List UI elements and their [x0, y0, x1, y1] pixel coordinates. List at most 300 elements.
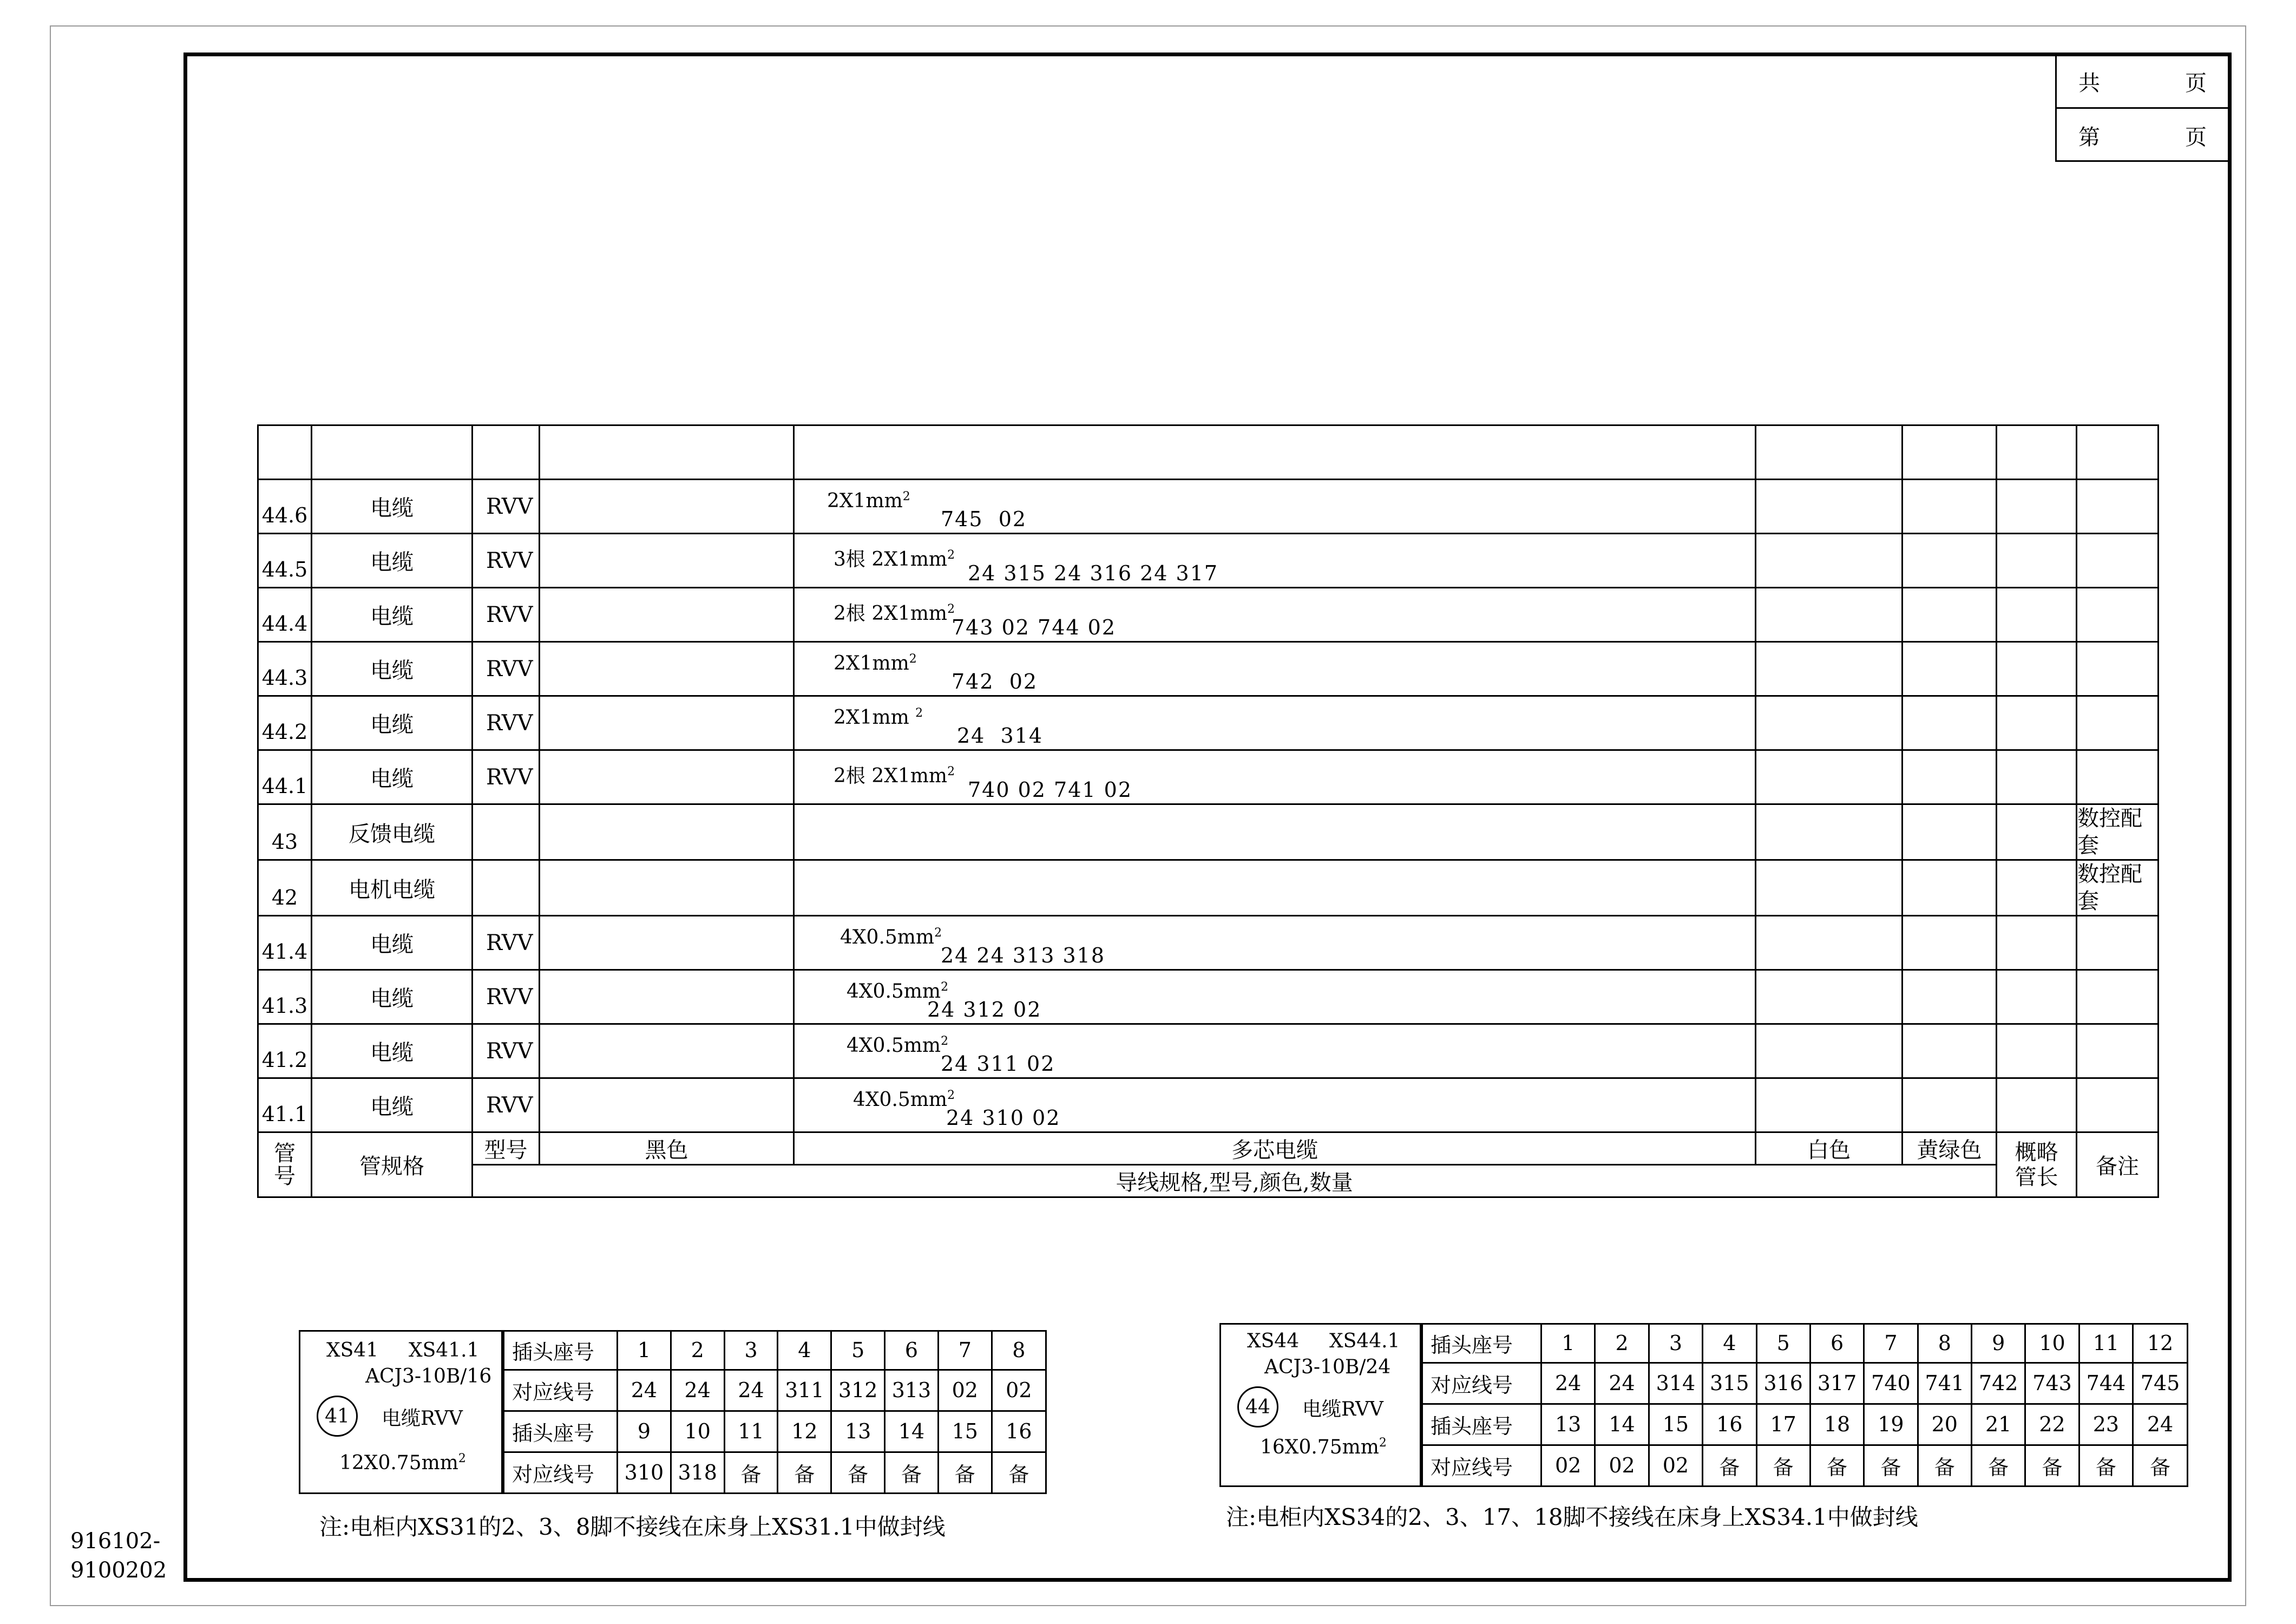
row-number: 44.3	[258, 642, 312, 696]
row-black	[540, 1078, 794, 1132]
row-length	[1997, 804, 2077, 860]
pin-cell: 13	[831, 1411, 885, 1452]
pin-row-label: 插头座号	[504, 1411, 618, 1452]
row-note	[2077, 970, 2159, 1024]
row-type: RVV	[473, 1078, 540, 1132]
row-note	[2077, 588, 2159, 642]
row-length	[1997, 860, 2077, 916]
row-note	[2077, 1078, 2159, 1132]
table-row	[258, 696, 2159, 750]
cable-spec-sup: 2	[1379, 1436, 1387, 1450]
pin-cell: 备	[2025, 1445, 2079, 1485]
wire-spec	[834, 706, 923, 729]
wire-spec-sup: 2	[947, 548, 955, 562]
wire-spec	[847, 1034, 948, 1057]
pin-row	[504, 1370, 1046, 1411]
wire-spec-sup: 2	[947, 765, 955, 778]
wire-spec-text: 4X0.5mm	[840, 926, 935, 948]
wire-numbers: 740 02 741 02	[968, 778, 1133, 802]
row-name: 电缆	[312, 750, 473, 804]
connector-circle-number: 41	[317, 1396, 358, 1437]
pin-row	[504, 1332, 1046, 1370]
connector-xs41-table	[299, 1330, 1047, 1494]
current-page-row	[2057, 109, 2228, 162]
row-white	[1756, 642, 1903, 696]
table-row	[258, 588, 2159, 642]
pin-row-label: 对应线号	[504, 1452, 618, 1492]
row-number: 41.3	[258, 970, 312, 1024]
wire-spec	[840, 926, 942, 948]
wire-numbers: 745 02	[941, 507, 1027, 531]
row-black	[540, 480, 794, 534]
row-length	[1997, 534, 2077, 588]
pin-row	[504, 1452, 1046, 1492]
row-black	[540, 916, 794, 970]
row-name: 电缆	[312, 696, 473, 750]
blank-row	[258, 425, 2159, 480]
pin-cell: 7	[1864, 1325, 1918, 1363]
table-row	[258, 860, 2159, 916]
row-black	[540, 642, 794, 696]
header-spec: 管规格	[312, 1132, 473, 1197]
row-type: RVV	[473, 696, 540, 750]
pin-cell: 4	[1703, 1325, 1756, 1363]
pin-row-label: 对应线号	[1422, 1445, 1541, 1485]
pin-cell: 备	[1810, 1445, 1864, 1485]
row-note	[2077, 916, 2159, 970]
row-number: 42	[258, 860, 312, 916]
pin-cell: 15	[938, 1411, 992, 1452]
row-note	[2077, 534, 2159, 588]
row-white	[1756, 860, 1903, 916]
pin-cell: 备	[992, 1452, 1045, 1492]
header-yellowgreen: 黄绿色	[1903, 1132, 1997, 1165]
header-multicore: 多芯电缆	[794, 1132, 1756, 1165]
row-note	[2077, 750, 2159, 804]
pin-cell: 12	[2133, 1325, 2187, 1363]
row-note: 数控配套	[2077, 804, 2159, 860]
row-black	[540, 1024, 794, 1078]
row-white	[1756, 480, 1903, 534]
wire-spec	[834, 598, 955, 626]
row-type: RVV	[473, 480, 540, 534]
pin-cell: 313	[885, 1370, 939, 1411]
connector-circle-number: 44	[1237, 1386, 1278, 1427]
row-type: RVV	[473, 916, 540, 970]
wire-spec-sup: 2	[941, 980, 949, 994]
pin-cell: 19	[1864, 1404, 1918, 1445]
row-black	[540, 534, 794, 588]
row-name: 电缆	[312, 1078, 473, 1132]
pin-cell: 13	[1541, 1404, 1595, 1445]
header-type: 型号	[473, 1132, 540, 1165]
pin-cell: 02	[1649, 1445, 1702, 1485]
pin-cell: 314	[1649, 1363, 1702, 1404]
row-yellowgreen	[1903, 860, 1997, 916]
pin-row	[1422, 1404, 2187, 1445]
row-black	[540, 750, 794, 804]
pin-cell: 14	[885, 1411, 939, 1452]
pin-cell: 10	[2025, 1325, 2079, 1363]
pin-cell: 1	[1541, 1325, 1595, 1363]
pin-cell: 02	[992, 1370, 1045, 1411]
connector-cable: 电缆RVV	[1302, 1398, 1383, 1420]
row-number: 44.2	[258, 696, 312, 750]
row-length	[1997, 916, 2077, 970]
row-white	[1756, 534, 1903, 588]
row-multicore	[794, 588, 1756, 642]
row-white	[1756, 588, 1903, 642]
row-white	[1756, 916, 1903, 970]
wire-spec-text: 2根 2X1mm	[834, 603, 948, 625]
page-count-box	[2055, 56, 2228, 162]
wire-spec	[853, 1089, 955, 1111]
row-multicore	[794, 750, 1756, 804]
row-multicore	[794, 860, 1756, 916]
header-length	[1997, 1132, 2077, 1197]
pin-cell: 11	[724, 1411, 778, 1452]
cable-list-table	[257, 424, 2159, 1198]
row-name: 电缆	[312, 642, 473, 696]
row-number: 41.2	[258, 1024, 312, 1078]
pin-cell: 10	[671, 1411, 724, 1452]
table-row	[258, 750, 2159, 804]
pin-cell: 14	[1595, 1404, 1649, 1445]
row-yellowgreen	[1903, 480, 1997, 534]
table-row	[258, 804, 2159, 860]
row-yellowgreen	[1903, 1078, 1997, 1132]
row-yellowgreen	[1903, 804, 1997, 860]
row-length	[1997, 480, 2077, 534]
pin-cell: 17	[1756, 1404, 1810, 1445]
wire-spec-sup: 2	[934, 926, 942, 940]
pin-cell: 8	[992, 1332, 1045, 1370]
pin-cell: 742	[1972, 1363, 2025, 1404]
row-length	[1997, 696, 2077, 750]
wire-numbers: 24 311 02	[941, 1052, 1055, 1076]
row-length	[1997, 750, 2077, 804]
wire-spec-text: 2X1mm	[827, 490, 903, 512]
connector-id-mate: XS44.1	[1329, 1330, 1400, 1352]
pin-cell: 7	[938, 1332, 992, 1370]
row-note: 数控配套	[2077, 860, 2159, 916]
wire-spec-sup: 2	[947, 1089, 955, 1102]
row-white	[1756, 1024, 1903, 1078]
row-yellowgreen	[1903, 916, 1997, 970]
row-yellowgreen	[1903, 588, 1997, 642]
pin-cell: 2	[1595, 1325, 1649, 1363]
wire-spec-sup: 2	[915, 706, 923, 720]
wire-spec-text: 2X1mm	[834, 652, 909, 675]
pin-cell: 317	[1810, 1363, 1864, 1404]
pin-cell: 21	[1972, 1404, 2025, 1445]
pin-cell: 24	[724, 1370, 778, 1411]
pin-cell: 备	[1918, 1445, 1971, 1485]
header-note: 备注	[2077, 1132, 2159, 1197]
pin-cell: 4	[778, 1332, 831, 1370]
row-name: 电缆	[312, 534, 473, 588]
pin-cell: 743	[2025, 1363, 2079, 1404]
row-length	[1997, 588, 2077, 642]
row-type: RVV	[473, 588, 540, 642]
connector-44-remark: 注:电柜内XS34的2、3、17、18脚不接线在床身上XS34.1中做封线	[1226, 1504, 1918, 1530]
current-page-label: 第	[2078, 125, 2100, 150]
header-no	[258, 1132, 312, 1197]
row-multicore	[794, 804, 1756, 860]
wire-numbers: 743 02 744 02	[952, 615, 1117, 639]
pin-cell: 5	[1756, 1325, 1810, 1363]
wire-spec-text: 2X1mm	[834, 706, 916, 729]
row-type	[473, 860, 540, 916]
wire-spec-sup: 2	[902, 490, 910, 503]
row-yellowgreen	[1903, 970, 1997, 1024]
pin-cell: 315	[1703, 1363, 1756, 1404]
pin-cell: 备	[1756, 1445, 1810, 1485]
row-white	[1756, 970, 1903, 1024]
pin-cell: 24	[1595, 1363, 1649, 1404]
row-multicore	[794, 696, 1756, 750]
wire-numbers: 24 312 02	[927, 998, 1042, 1021]
pin-cell: 22	[2025, 1404, 2079, 1445]
wire-numbers: 742 02	[952, 670, 1038, 693]
pin-cell: 24	[618, 1370, 671, 1411]
row-length	[1997, 1078, 2077, 1132]
pin-cell: 备	[778, 1452, 831, 1492]
drawing-number	[70, 1527, 167, 1585]
table-row	[258, 1078, 2159, 1132]
row-yellowgreen	[1903, 696, 1997, 750]
table-row	[258, 534, 2159, 588]
connector-cable: 电缆RVV	[382, 1407, 463, 1430]
wire-spec-text: 4X0.5mm	[847, 980, 941, 1003]
pin-cell: 备	[885, 1452, 939, 1492]
row-name: 反馈电缆	[312, 804, 473, 860]
row-multicore	[794, 916, 1756, 970]
row-note	[2077, 1024, 2159, 1078]
wire-numbers: 24 315 24 316 24 317	[968, 561, 1219, 585]
pin-cell: 3	[1649, 1325, 1702, 1363]
pin-cell: 3	[724, 1332, 778, 1370]
row-multicore	[794, 642, 1756, 696]
pin-cell: 备	[831, 1452, 885, 1492]
pin-cell: 310	[618, 1452, 671, 1492]
pin-cell: 备	[938, 1452, 992, 1492]
pin-cell: 8	[1918, 1325, 1971, 1363]
connector-info	[300, 1332, 503, 1492]
row-number: 44.1	[258, 750, 312, 804]
pin-cell: 9	[618, 1411, 671, 1452]
header-black: 黑色	[540, 1132, 794, 1165]
pin-cell: 24	[671, 1370, 724, 1411]
connector-model: ACJ3-10B/16	[365, 1365, 492, 1387]
pin-cell: 12	[778, 1411, 831, 1452]
pin-table	[503, 1332, 1045, 1492]
pin-cell: 18	[1810, 1404, 1864, 1445]
connector-id: XS41	[326, 1339, 379, 1361]
pin-cell: 备	[724, 1452, 778, 1492]
row-multicore	[794, 534, 1756, 588]
row-name: 电缆	[312, 480, 473, 534]
pin-cell: 备	[2133, 1445, 2187, 1485]
pin-cell: 15	[1649, 1404, 1702, 1445]
wire-spec	[834, 652, 917, 675]
row-black	[540, 970, 794, 1024]
row-yellowgreen	[1903, 1024, 1997, 1078]
pin-cell: 备	[1972, 1445, 2025, 1485]
cable-spec-sup: 2	[458, 1452, 466, 1465]
row-number: 44.5	[258, 534, 312, 588]
pin-cell: 20	[1918, 1404, 1971, 1445]
table-row	[258, 1024, 2159, 1078]
row-white	[1756, 750, 1903, 804]
pin-row	[1422, 1363, 2187, 1404]
row-type: RVV	[473, 750, 540, 804]
table-header-row-1	[258, 1132, 2159, 1165]
pin-cell: 318	[671, 1452, 724, 1492]
pin-cell: 16	[992, 1411, 1045, 1452]
pin-cell: 316	[1756, 1363, 1810, 1404]
row-name: 电机电缆	[312, 860, 473, 916]
pin-cell: 745	[2133, 1363, 2187, 1404]
header-length-text: 概略管长	[2015, 1140, 2058, 1190]
pin-cell: 02	[938, 1370, 992, 1411]
pin-cell: 备	[2079, 1445, 2133, 1485]
header-white: 白色	[1756, 1132, 1903, 1165]
row-type	[473, 804, 540, 860]
pin-cell: 24	[1541, 1363, 1595, 1404]
pin-cell: 备	[1703, 1445, 1756, 1485]
wire-spec	[834, 761, 955, 788]
connector-xs44-table	[1219, 1323, 2188, 1487]
row-length	[1997, 1024, 2077, 1078]
row-yellowgreen	[1903, 750, 1997, 804]
pin-cell: 16	[1703, 1404, 1756, 1445]
header-no-text: 管号	[274, 1141, 296, 1189]
cable-spec-text: 12X0.75mm	[339, 1452, 458, 1474]
pin-table	[1421, 1325, 2187, 1485]
row-note	[2077, 480, 2159, 534]
cable-spec-text: 16X0.75mm	[1260, 1436, 1379, 1458]
wire-numbers: 24 314	[957, 724, 1044, 748]
table-row	[258, 916, 2159, 970]
pin-cell: 23	[2079, 1404, 2133, 1445]
row-note	[2077, 642, 2159, 696]
row-black	[540, 860, 794, 916]
row-note	[2077, 696, 2159, 750]
row-length	[1997, 970, 2077, 1024]
row-white	[1756, 804, 1903, 860]
wire-spec-sup: 2	[909, 652, 917, 666]
row-black	[540, 804, 794, 860]
total-pages-label: 共	[2078, 71, 2100, 96]
row-type: RVV	[473, 534, 540, 588]
header-wire-group: 导线规格,型号,颜色,数量	[473, 1165, 1997, 1197]
wire-spec-sup: 2	[947, 603, 955, 616]
current-page-unit: 页	[2185, 125, 2207, 150]
connector-model: ACJ3-10B/24	[1264, 1356, 1391, 1378]
connector-id-mate: XS41.1	[409, 1339, 480, 1361]
row-type: RVV	[473, 970, 540, 1024]
row-number: 44.6	[258, 480, 312, 534]
pin-row-label: 对应线号	[1422, 1363, 1541, 1404]
pin-cell: 740	[1864, 1363, 1918, 1404]
pin-cell: 312	[831, 1370, 885, 1411]
connector-cable-spec	[339, 1452, 466, 1474]
row-black	[540, 588, 794, 642]
connector-info	[1221, 1325, 1421, 1485]
wire-spec	[834, 544, 955, 572]
pin-cell: 6	[885, 1332, 939, 1370]
pin-cell: 9	[1972, 1325, 2025, 1363]
row-multicore	[794, 1024, 1756, 1078]
row-name: 电缆	[312, 970, 473, 1024]
row-multicore	[794, 480, 1756, 534]
pin-cell: 741	[1918, 1363, 1971, 1404]
total-pages-row	[2057, 56, 2228, 109]
pin-cell: 02	[1541, 1445, 1595, 1485]
pin-cell: 11	[2079, 1325, 2133, 1363]
row-number: 43	[258, 804, 312, 860]
row-name: 电缆	[312, 916, 473, 970]
drawing-number-line2: 9100202	[70, 1558, 167, 1583]
row-white	[1756, 696, 1903, 750]
row-length	[1997, 642, 2077, 696]
row-type: RVV	[473, 642, 540, 696]
wire-spec-text: 4X0.5mm	[847, 1034, 941, 1057]
row-yellowgreen	[1903, 642, 1997, 696]
wire-spec-sup: 2	[941, 1034, 949, 1048]
pin-cell: 5	[831, 1332, 885, 1370]
table-row	[258, 642, 2159, 696]
wire-spec-text: 3根 2X1mm	[834, 548, 948, 571]
pin-row	[1422, 1325, 2187, 1363]
pin-row-label: 插头座号	[1422, 1325, 1541, 1363]
row-yellowgreen	[1903, 534, 1997, 588]
row-number: 44.4	[258, 588, 312, 642]
pin-row-label: 插头座号	[504, 1332, 618, 1370]
wire-numbers: 24 310 02	[946, 1106, 1061, 1130]
row-multicore	[794, 970, 1756, 1024]
wire-spec	[827, 490, 910, 512]
row-number: 41.4	[258, 916, 312, 970]
row-white	[1756, 1078, 1903, 1132]
pin-cell: 2	[671, 1332, 724, 1370]
pin-cell: 1	[618, 1332, 671, 1370]
total-pages-unit: 页	[2185, 71, 2207, 96]
pin-row	[1422, 1445, 2187, 1485]
wire-spec-text: 2根 2X1mm	[834, 765, 948, 787]
table-row	[258, 970, 2159, 1024]
pin-cell: 311	[778, 1370, 831, 1411]
row-number: 41.1	[258, 1078, 312, 1132]
pin-cell: 744	[2079, 1363, 2133, 1404]
connector-cable-spec	[1260, 1436, 1387, 1458]
wire-numbers: 24 24 313 318	[941, 944, 1106, 967]
wire-spec-text: 4X0.5mm	[853, 1089, 948, 1111]
row-name: 电缆	[312, 1024, 473, 1078]
row-type: RVV	[473, 1024, 540, 1078]
table-header-row-2	[258, 1165, 2159, 1197]
pin-row	[504, 1411, 1046, 1452]
row-name: 电缆	[312, 588, 473, 642]
row-multicore	[794, 1078, 1756, 1132]
row-black	[540, 696, 794, 750]
drawing-number-line1: 916102-	[70, 1529, 161, 1554]
pin-row-label: 插头座号	[1422, 1404, 1541, 1445]
connector-id: XS44	[1247, 1330, 1300, 1352]
pin-cell: 6	[1810, 1325, 1864, 1363]
pin-row-label: 对应线号	[504, 1370, 618, 1411]
